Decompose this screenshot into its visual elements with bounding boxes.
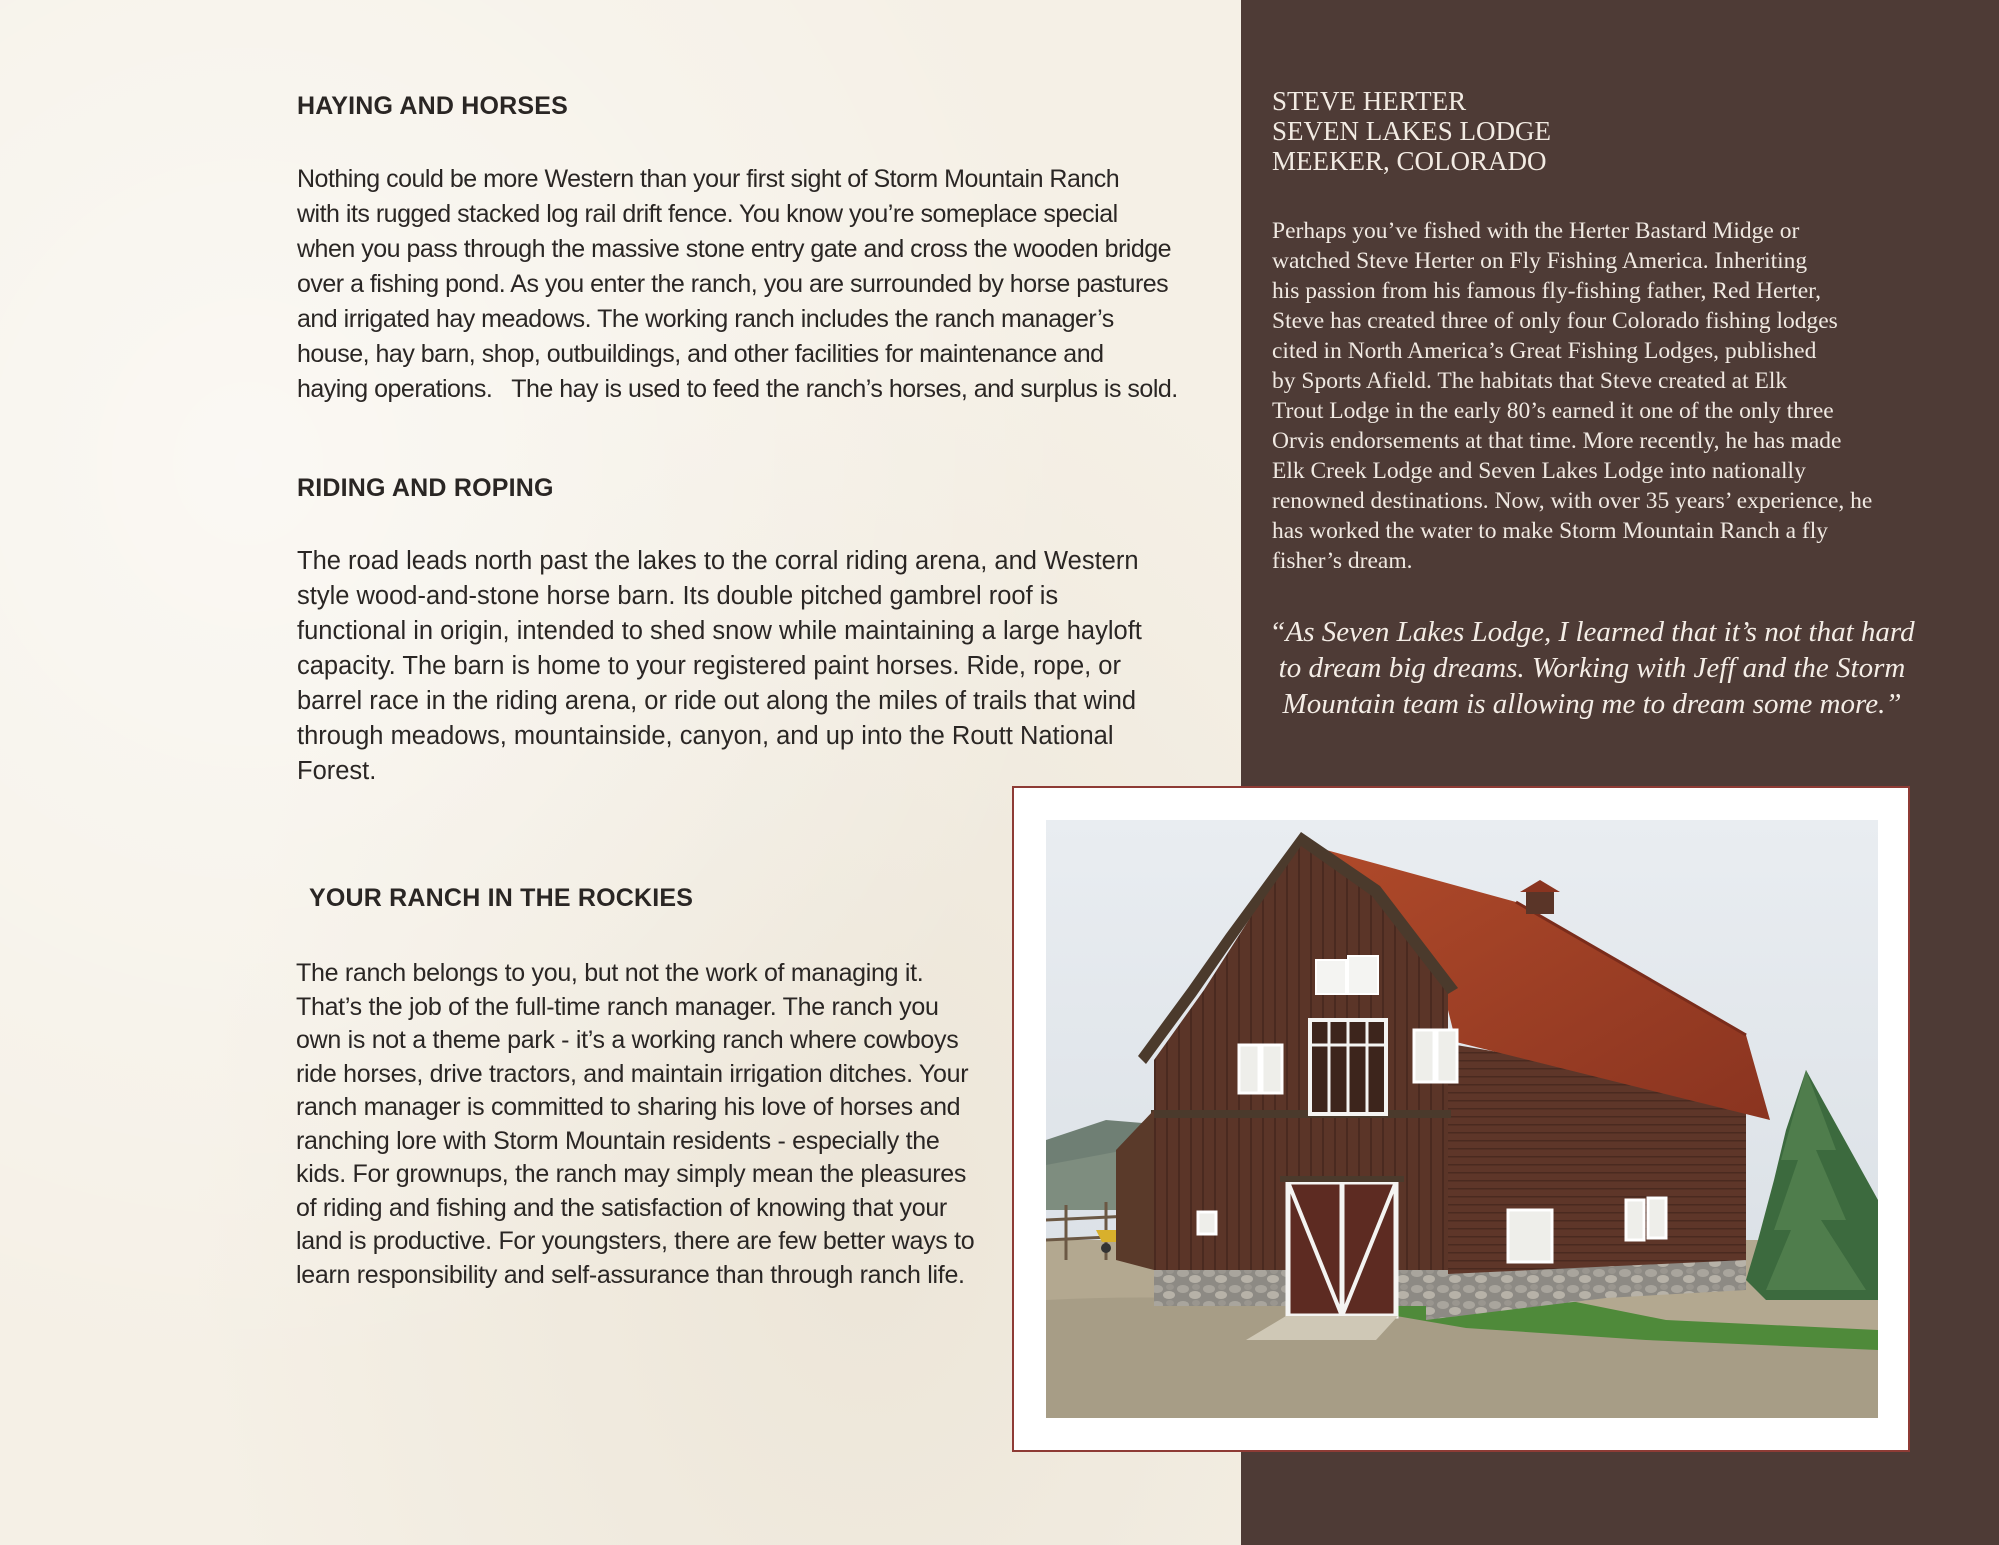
text-line: own is not a theme park - it’s a working ranch where cowboys	[296, 1026, 959, 1054]
text-line: capacity. The barn is home to your registered paint horses. Ride, rope, or	[297, 652, 1121, 680]
quote-line: “As Seven Lakes Lodge, I learned that it’s not that hard	[1269, 616, 1915, 648]
profile-bio	[1272, 216, 1912, 576]
text-line: ranch manager is committed to sharing his love of horses and	[296, 1093, 961, 1121]
text-line: house, hay barn, shop, outbuildings, and other facilities for maintenance and	[297, 340, 1104, 368]
section-body-ranch	[296, 957, 996, 1292]
section-body-riding	[297, 544, 1187, 789]
bio-line: renowned destinations. Now, with over 35 years’ experience, he	[1272, 488, 1873, 514]
text-line: with its rugged stacked log rail drift fence. You know you’re someplace special	[297, 200, 1118, 228]
quote-line: Mountain team is allowing me to dream some more.”	[1282, 688, 1902, 720]
bio-line: fisher’s dream.	[1272, 548, 1413, 574]
bio-line: Trout Lodge in the early 80’s earned it one of the only three	[1272, 398, 1834, 424]
section-body-haying	[297, 162, 1192, 407]
barn-photo	[1046, 820, 1878, 1418]
quote-line: to dream big dreams. Working with Jeff and the Storm	[1278, 652, 1906, 684]
bio-line: Orvis endorsements at that time. More recently, he has made	[1272, 428, 1842, 454]
text-line: The ranch belongs to you, but not the work of managing it.	[296, 959, 924, 987]
bio-line: has worked the water to make Storm Mountain Ranch a fly	[1272, 518, 1829, 544]
pull-quote	[1262, 614, 1922, 722]
text-line: functional in origin, intended to shed snow while maintaining a large hayloft	[297, 617, 1142, 645]
profile-name: STEVE HERTER	[1272, 86, 1467, 116]
barn-photo-frame	[1012, 786, 1910, 1452]
bio-line: watched Steve Herter on Fly Fishing America. Inheriting	[1272, 248, 1808, 274]
text-line: through meadows, mountainside, canyon, and up into the Routt National	[297, 722, 1114, 750]
text-line: That’s the job of the full-time ranch manager. The ranch you	[296, 992, 939, 1021]
section-heading-haying: HAYING AND HORSES	[297, 92, 569, 120]
text-line: of riding and fishing and the satisfaction of knowing that your	[296, 1193, 947, 1222]
text-line: The road leads north past the lakes to the corral riding arena, and Western	[297, 547, 1139, 575]
bio-line: his passion from his famous fly-fishing father, Red Herter,	[1272, 278, 1821, 304]
section-heading-riding: RIDING AND ROPING	[297, 474, 554, 502]
cupola	[1526, 890, 1554, 914]
profile-header	[1272, 86, 1551, 176]
text-line: over a fishing pond. As you enter the ranch, you are surrounded by horse pastures	[297, 270, 1169, 298]
bio-line: cited in North America’s Great Fishing Lodges, published	[1272, 338, 1817, 364]
text-line: ranching lore with Storm Mountain residents - especially the	[296, 1126, 940, 1155]
bio-line: Perhaps you’ve fished with the Herter Bastard Midge or	[1272, 218, 1800, 244]
text-line: Nothing could be more Western than your first sight of Storm Mountain Ranch	[297, 165, 1120, 193]
bio-line: Steve has created three of only four Colorado fishing lodges	[1272, 308, 1838, 334]
bio-line: by Sports Afield. The habitats that Steve created at Elk	[1272, 368, 1788, 394]
text-line: style wood-and-stone horse barn. Its double pitched gambrel roof is	[297, 582, 1059, 610]
text-line: land is productive. For youngsters, there are few better ways to	[296, 1227, 975, 1255]
text-line: learn responsibility and self-assurance than through ranch life.	[296, 1260, 965, 1289]
profile-company: SEVEN LAKES LODGE	[1272, 116, 1551, 146]
text-line: kids. For grownups, the ranch may simply mean the pleasures	[296, 1160, 967, 1188]
profile-location: MEEKER, COLORADO	[1272, 146, 1547, 176]
text-line: when you pass through the massive stone entry gate and cross the wooden bridge	[297, 235, 1172, 263]
text-line: and irrigated hay meadows. The working ranch includes the ranch manager’s	[297, 305, 1114, 333]
text-line: Forest.	[297, 757, 377, 785]
barn-doors	[1280, 1176, 1404, 1316]
section-heading-ranch: YOUR RANCH IN THE ROCKIES	[309, 884, 694, 912]
text-line: barrel race in the riding arena, or ride out along the miles of trails that wind	[297, 687, 1137, 715]
bio-line: Elk Creek Lodge and Seven Lakes Lodge into nationally	[1272, 458, 1806, 484]
text-line: ride horses, drive tractors, and maintain irrigation ditches. Your	[296, 1059, 969, 1088]
text-line: haying operations. The hay is used to feed the ranch’s horses, and surplus is sold.	[297, 375, 1178, 403]
